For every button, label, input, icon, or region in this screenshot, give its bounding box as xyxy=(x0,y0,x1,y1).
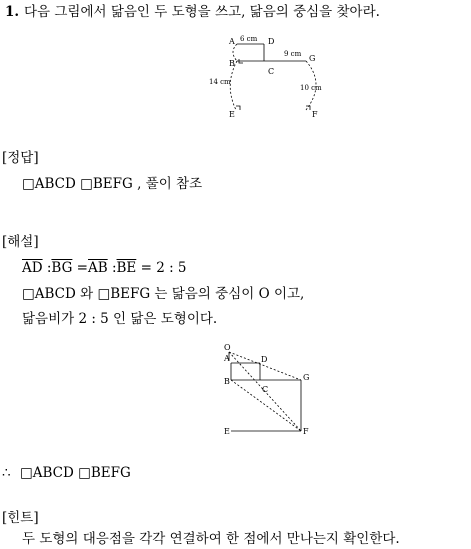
fig2-label-b: B xyxy=(224,377,230,386)
answer-text: □ABCD □BEFG , 풀이 참조 xyxy=(22,176,203,192)
segment-be: $\overline{BE}$ xyxy=(116,260,137,276)
fig2-label-g: G xyxy=(303,373,310,382)
fig1-label-c: C xyxy=(268,67,275,76)
explanation-line-3: 닮음비가 2 : 5 인 닮은 도형이다. xyxy=(22,311,218,327)
fig2-label-e: E xyxy=(224,427,230,436)
problem-number: 1. xyxy=(5,4,20,20)
fig2-label-d: D xyxy=(261,355,268,364)
fig1-len-ad: 6 cm xyxy=(240,35,258,43)
answer-header: [정답] xyxy=(2,150,39,166)
therefore-symbol: ∴ xyxy=(2,465,11,481)
fig1-label-g: G xyxy=(309,54,316,63)
segment-ab: $\overline{AB}$ xyxy=(88,260,108,276)
hint-header: [힌트] xyxy=(2,510,39,526)
ratio-sep-1: : xyxy=(42,260,52,276)
ratio-sep-3: : xyxy=(107,260,117,276)
problem-text: 다음 그림에서 닮음인 두 도형을 쓰고, 닮음의 중심을 찾아라. xyxy=(24,4,380,20)
segment-ad: $\overline{AD}$ xyxy=(22,260,43,276)
ratio-sep-2: = xyxy=(72,260,88,276)
fig1-label-b: B xyxy=(229,59,235,68)
fig1-label-d: D xyxy=(268,37,275,46)
fig1-len-gf: 10 cm xyxy=(300,84,322,92)
fig1-len-be: 14 cm xyxy=(209,78,231,86)
explanation-line-2: □ABCD 와 □BEFG 는 닮음의 중심이 O 이고, xyxy=(22,286,305,302)
fig1-label-a: A xyxy=(229,37,235,46)
fig1-label-f: F xyxy=(312,110,318,119)
fig2-label-c: C xyxy=(262,385,269,394)
hint-text: 두 도형의 대응점을 각각 연결하여 한 점에서 만나는지 확인한다. xyxy=(22,531,400,547)
fig1-len-cg: 9 cm xyxy=(284,50,302,58)
conclusion-text: □ABCD □BEFG xyxy=(20,465,131,481)
fig2-label-a: A xyxy=(224,354,230,363)
ratio-value: = 2 : 5 xyxy=(136,260,187,276)
explanation-header: [해설] xyxy=(2,234,39,250)
fig2-label-f: F xyxy=(303,427,309,436)
segment-bg: $\overline{BG}$ xyxy=(51,260,73,276)
fig2-label-o: O xyxy=(224,343,231,352)
fig1-label-e: E xyxy=(229,110,235,119)
